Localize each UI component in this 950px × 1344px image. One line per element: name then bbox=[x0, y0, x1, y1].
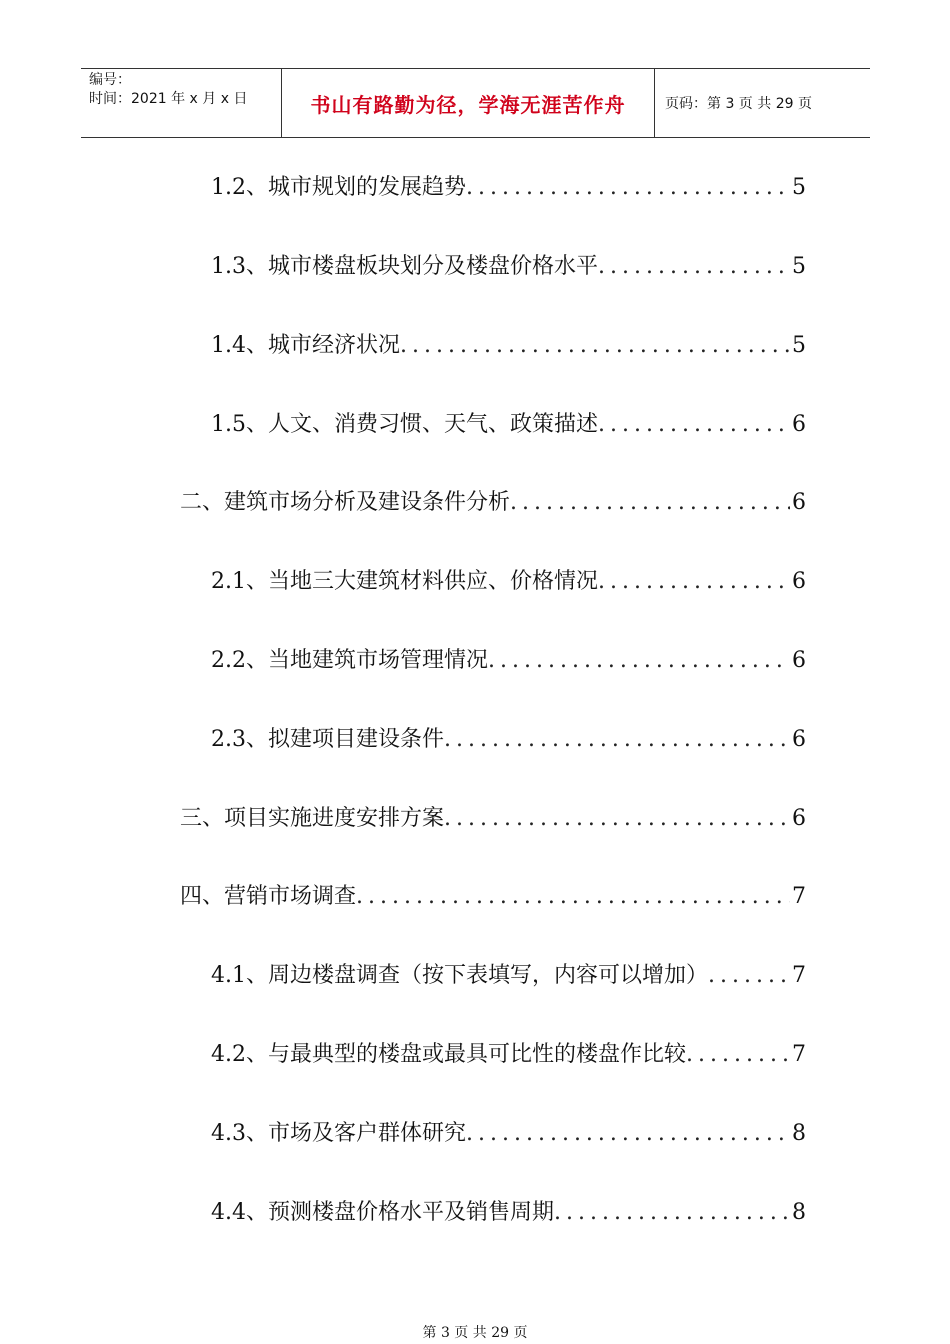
toc-entry-title: 4.1、周边楼盘调查（按下表填写，内容可以增加） bbox=[211, 963, 708, 988]
toc-entry-page: 7 bbox=[792, 963, 806, 988]
toc-entry-title: 2.1、当地三大建筑材料供应、价格情况 bbox=[211, 569, 598, 594]
toc-entry[interactable] bbox=[211, 407, 806, 441]
toc-leader-dots bbox=[554, 1200, 790, 1225]
toc-entry-title: 四、营销市场调查 bbox=[180, 884, 357, 909]
toc-entry-title: 2.2、当地建筑市场管理情况 bbox=[211, 648, 488, 673]
toc-leader-dots bbox=[466, 175, 790, 200]
toc-entry[interactable] bbox=[211, 1116, 806, 1150]
toc-entry-page: 6 bbox=[792, 806, 806, 831]
document-number-label: 编号： bbox=[89, 72, 131, 88]
toc-entry-title: 1.3、城市楼盘板块划分及楼盘价格水平 bbox=[211, 254, 598, 279]
toc-entry-title: 4.3、市场及客户群体研究 bbox=[211, 1121, 466, 1146]
toc-entry-title: 1.5、人文、消费习惯、天气、政策描述 bbox=[211, 412, 598, 437]
toc-entry-title: 三、项目实施进度安排方案 bbox=[180, 806, 445, 831]
toc-leader-dots bbox=[598, 254, 790, 279]
toc-entry[interactable] bbox=[211, 1195, 806, 1229]
toc-entry[interactable] bbox=[211, 643, 806, 677]
toc-leader-dots bbox=[510, 490, 790, 515]
toc-leader-dots bbox=[466, 1121, 790, 1146]
toc-entry-page: 6 bbox=[792, 490, 806, 515]
header-motto: 书山有路勤为径，学海无涯苦作舟 bbox=[282, 69, 655, 137]
toc-entry-page: 5 bbox=[792, 175, 806, 200]
toc-entry-page: 8 bbox=[792, 1200, 806, 1225]
toc-entry[interactable] bbox=[211, 564, 806, 598]
page-header bbox=[81, 68, 870, 138]
toc-entry-title: 1.2、城市规划的发展趋势 bbox=[211, 175, 466, 200]
toc-leader-dots bbox=[444, 806, 790, 831]
toc-entry-page: 6 bbox=[792, 412, 806, 437]
toc-entry-page: 6 bbox=[792, 569, 806, 594]
header-meta bbox=[81, 69, 282, 137]
toc-entry-page: 7 bbox=[792, 1042, 806, 1067]
toc-leader-dots bbox=[598, 569, 790, 594]
toc-leader-dots bbox=[598, 412, 790, 437]
toc-entry[interactable] bbox=[211, 249, 806, 283]
toc-leader-dots bbox=[686, 1042, 790, 1067]
toc-leader-dots bbox=[356, 884, 790, 909]
toc-entry[interactable] bbox=[211, 328, 806, 362]
toc-entry-page: 8 bbox=[792, 1121, 806, 1146]
toc-entry-title: 4.4、预测楼盘价格水平及销售周期 bbox=[211, 1200, 554, 1225]
toc-entry-page: 6 bbox=[792, 648, 806, 673]
toc-leader-dots bbox=[708, 963, 790, 988]
toc-entry-page: 5 bbox=[792, 333, 806, 358]
toc-entry-title: 二、建筑市场分析及建设条件分析 bbox=[180, 490, 511, 515]
toc-entry[interactable] bbox=[211, 1037, 806, 1071]
toc-entry[interactable] bbox=[211, 722, 806, 756]
toc-entry[interactable] bbox=[180, 879, 806, 913]
document-time-label: 时间：2021 年 x 月 x 日 bbox=[89, 91, 248, 107]
toc-entry-title: 1.4、城市经济状况 bbox=[211, 333, 400, 358]
toc-leader-dots bbox=[444, 727, 790, 752]
header-page-info: 页码：第 3 页 共 29 页 bbox=[665, 96, 812, 112]
toc-entry[interactable] bbox=[180, 801, 806, 835]
toc-entry-title: 4.2、与最典型的楼盘或最具可比性的楼盘作比较 bbox=[211, 1042, 686, 1067]
toc-entry-title: 2.3、拟建项目建设条件 bbox=[211, 727, 444, 752]
page-footer: 第 3 页 共 29 页 bbox=[422, 1325, 528, 1341]
toc-entry[interactable] bbox=[211, 958, 806, 992]
toc-entry-page: 7 bbox=[792, 884, 806, 909]
toc-entry[interactable] bbox=[180, 485, 806, 519]
toc-leader-dots bbox=[400, 333, 790, 358]
toc-entry-page: 6 bbox=[792, 727, 806, 752]
toc-leader-dots bbox=[488, 648, 790, 673]
toc-entry[interactable] bbox=[211, 170, 806, 204]
toc-entry-page: 5 bbox=[792, 254, 806, 279]
